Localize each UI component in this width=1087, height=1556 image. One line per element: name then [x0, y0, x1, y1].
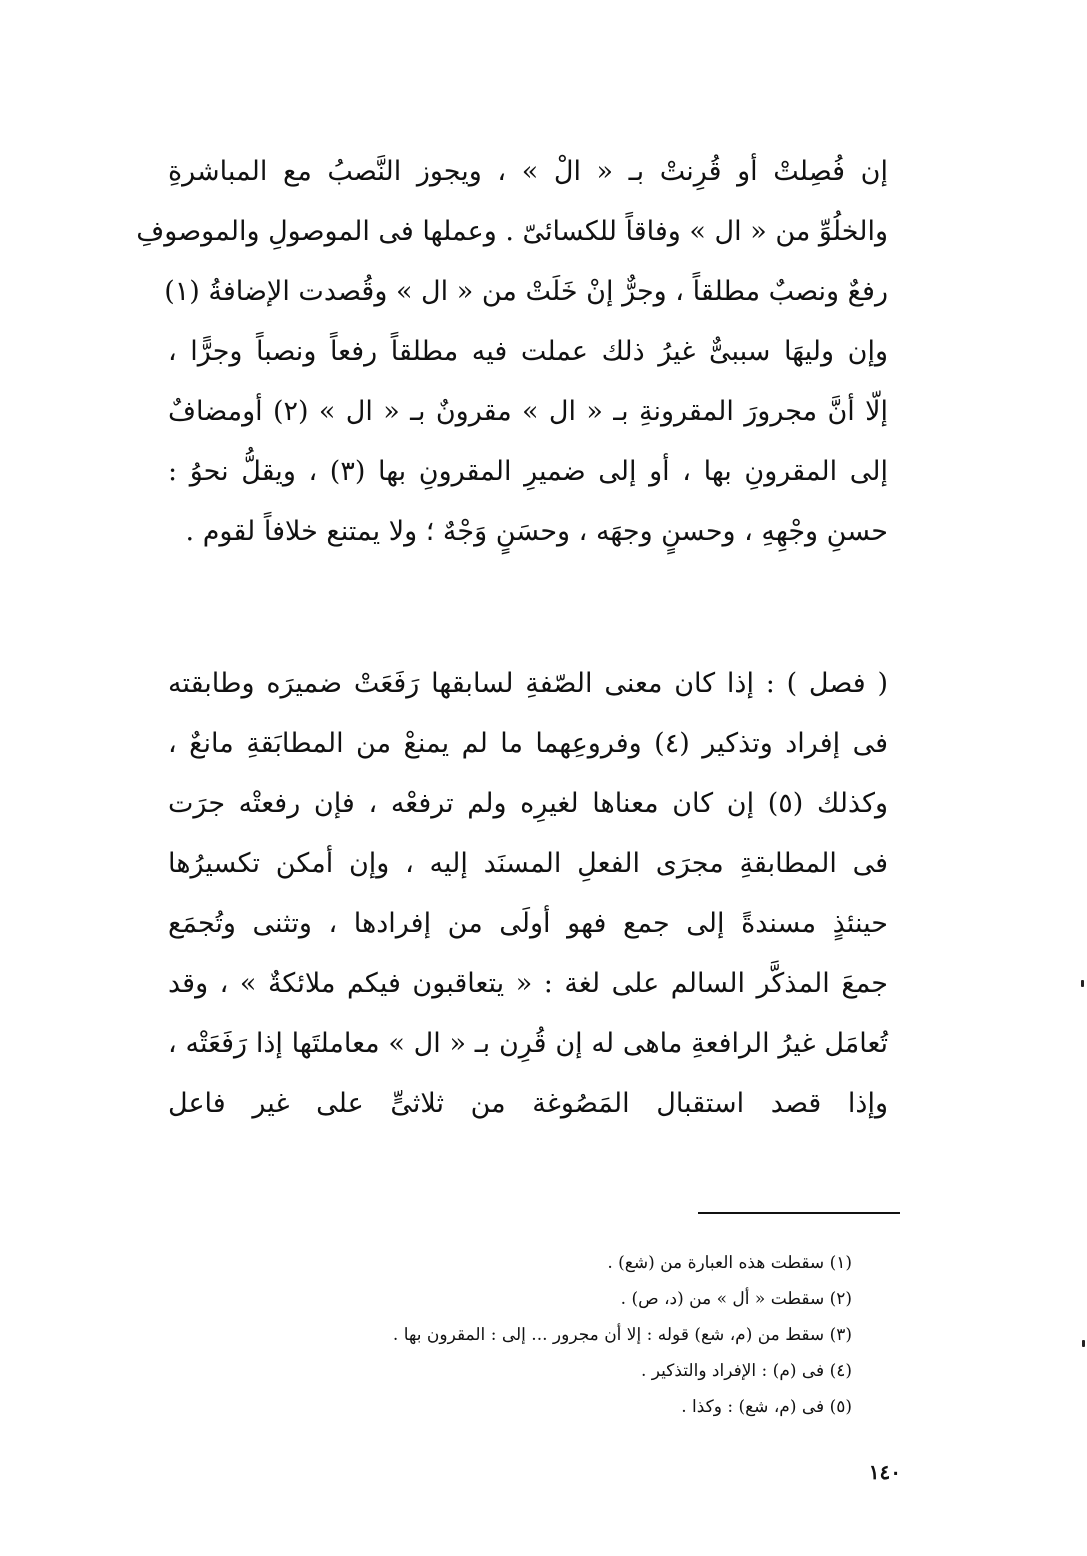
text-line: فى المطابقةِ مجرَى الفعلِ المسنَد إليه ، وإن أمكن تكسيرُها — [168, 848, 888, 879]
text-line: وإن وليهَا سببىٌّ غيرُ ذلك عملت فيه مطلقاً رفعاً ونصباً وجرًّا ، — [168, 336, 888, 367]
text-line: وإذا قصد استقبال المَصُوغة من ثلاثىٍّ على غير فاعل — [168, 1088, 888, 1119]
footnote-divider — [698, 1212, 900, 1214]
text-line: فى إفراد وتذكير (٤) وفروعِهما ما لم يمنعْ من المطابَقةِ مانعٌ ، — [168, 728, 888, 759]
text-line: تُعامَل غيرُ الرافعةِ ماهى له إن قُرِن بـ « ال » معاملتَها إذا رَفَعَتْه ، — [168, 1028, 888, 1059]
text-line: رفعٌ ونصبٌ مطلقاً ، وجرٌّ إنْ خَلَتْ من « ال » وقُصدت الإضافةُ (١) — [164, 276, 888, 307]
text-line: والخلُوِّ من « ال » وفاقاً للكسائىّ . وعملها فى الموصولِ والموصوفِ — [136, 216, 888, 247]
text-line: إلى المقرونِ بها ، أو إلى ضميرِ المقرونِ بها (٣) ، ويقلُّ نحوُ : — [168, 456, 888, 487]
text-line: جمعَ المذكَّر السالم على لغة : « يتعاقبون فيكم ملائكةٌ » ، وقد — [168, 968, 888, 999]
footnotes-list — [300, 1245, 852, 1425]
scan-speck — [1081, 980, 1084, 987]
footnote-item: (٢) سقطت « أل » من (د، ص) . — [620, 1289, 852, 1309]
page-number: ١٤٠ — [868, 1460, 901, 1484]
footnote-item: (١) سقطت هذه العبارة من (شع) . — [607, 1253, 852, 1273]
text-line: حينئذٍ مسندةً إلى جمع فهو أولَى من إفرادها ، وتثنى وتُجمَع — [168, 908, 888, 939]
paragraph-2 — [168, 654, 888, 1134]
text-line: إلّا أنَّ مجرورَ المقرونةِ بـ « ال » مقرونٌ بـ « ال » (٢) أومضافٌ — [168, 396, 889, 427]
text-line: وكذلك (٥) إن كان معناها لغيرِه ولم ترفعْه ، فإن رفعتْه جرَت — [168, 788, 888, 819]
footnote-item: (٤) فى (م) : الإفراد والتذكير . — [640, 1361, 852, 1381]
text-line: حسنِ وجْهِهِ ، وحسنٍ وجهَه ، وحسَنٍ وَجْهٌ ؛ ولا يمتنع خلافاً لقوم . — [185, 516, 888, 547]
text-line: ( فصل ) : إذا كان معنى الصّفةِ لسابقها رَفَعَتْ ضميرَه وطابقته — [168, 668, 888, 699]
footnote-item: (٥) فى (م، شع) : وكذا . — [681, 1397, 852, 1417]
text-line: إن فُصِلتْ أو قُرِنتْ بـ « الْ » ، ويجوز النَّصبُ مع المباشرةِ — [168, 156, 888, 187]
scan-speck — [1082, 1340, 1085, 1347]
paragraph-1 — [136, 142, 889, 562]
footnote-item: (٣) سقط من (م، شع) قوله : إلا أن مجرور ... إلى : المقرون بها . — [392, 1325, 852, 1345]
